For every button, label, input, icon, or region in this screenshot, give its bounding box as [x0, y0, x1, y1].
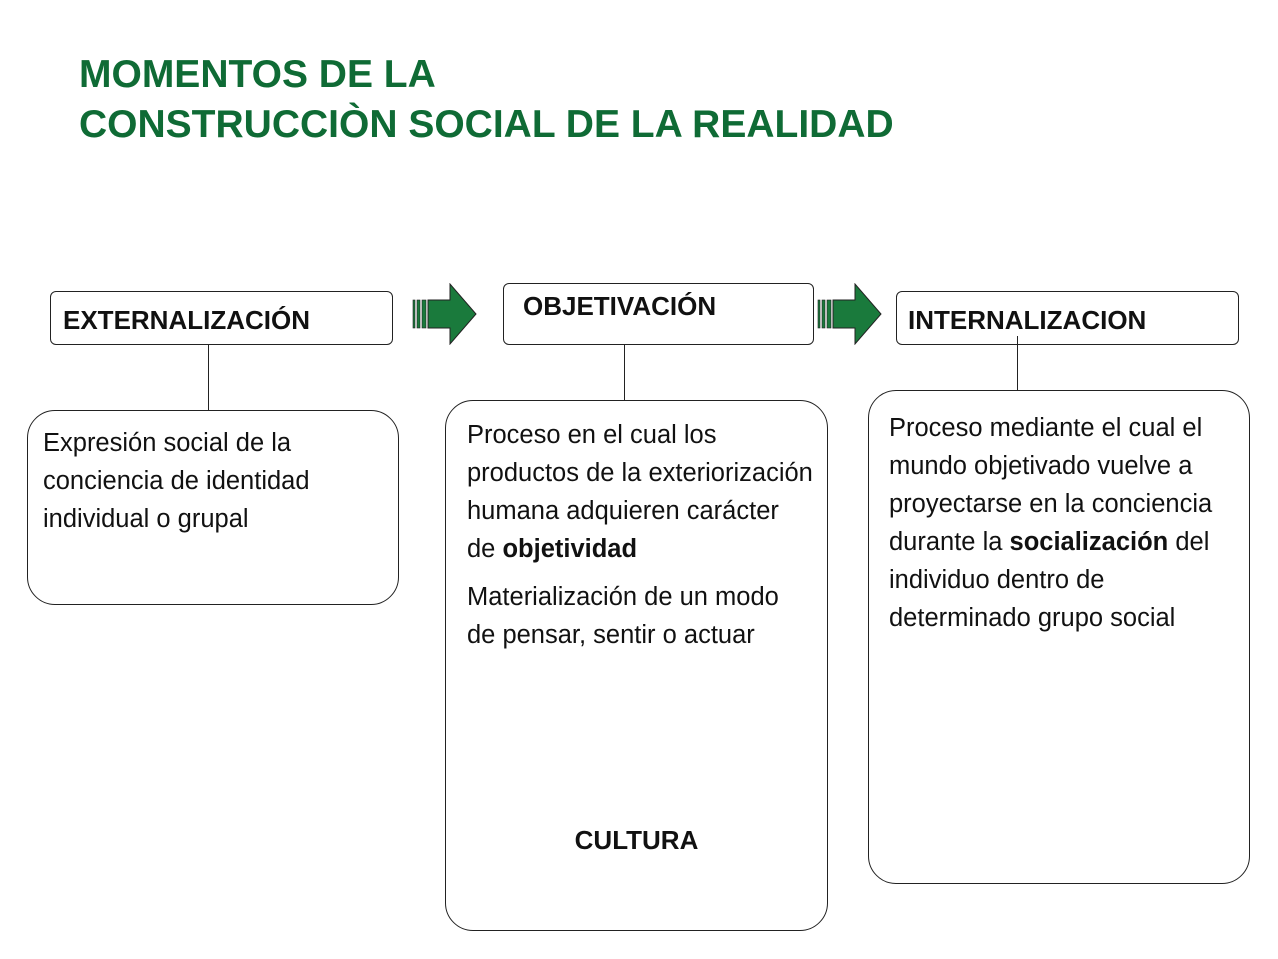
internalizacion-description-bold: socialización [1009, 528, 1169, 556]
page-title [79, 50, 894, 150]
objetivacion-description-bold: objetividad [502, 535, 638, 563]
internalizacion-label: INTERNALIZACION [908, 305, 1147, 335]
objetivacion-description [467, 416, 813, 568]
objetivacion-description-text: Proceso en el cual los productos de la exteriorización humana adquieren carácter de [467, 421, 813, 563]
title-line-1: MOMENTOS DE LA [79, 53, 436, 96]
internalizacion-description [889, 409, 1231, 637]
objetivacion-description-2: Materialización de un modo de pensar, sentir o actuar [467, 583, 779, 649]
externalizacion-label: EXTERNALIZACIÓN [63, 305, 310, 335]
title-line-2: CONSTRUCCIÒN SOCIAL DE LA REALIDAD [79, 103, 894, 146]
internalizacion-description-text: Proceso mediante el cual el mundo objetivado vuelve a proyectarse en la conciencia durante la [889, 414, 1213, 556]
objetivacion-description-box [445, 400, 828, 931]
externalizacion-box [50, 291, 393, 345]
arrow-right-icon [817, 283, 883, 345]
arrow-right-icon [412, 283, 478, 345]
externalizacion-description: Expresión social de la conciencia de identidad individual o grupal [43, 429, 310, 533]
internalizacion-description-tail: del individuo dentro de determinado grupo social [889, 528, 1210, 632]
externalizacion-connector [208, 345, 209, 412]
cultura-label: CULTURA [574, 825, 699, 855]
objetivacion-label: OBJETIVACIÓN [523, 291, 717, 321]
internalizacion-box [896, 291, 1239, 345]
externalizacion-description-box [27, 410, 399, 605]
objetivacion-box [503, 283, 814, 345]
internalizacion-description-box [868, 390, 1250, 884]
